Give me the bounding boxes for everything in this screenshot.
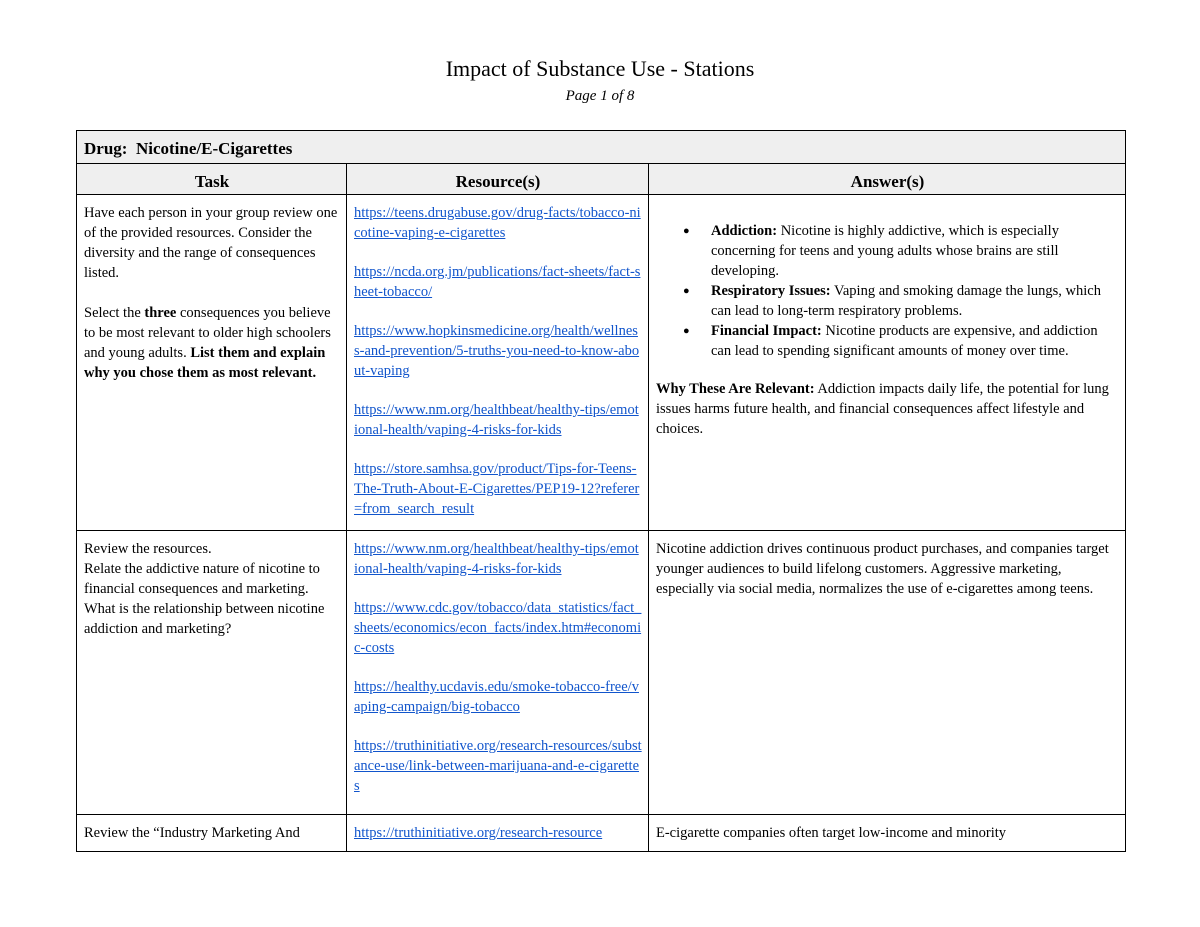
task-cell xyxy=(77,815,347,852)
resource-link[interactable]: https://truthinitiative.org/research-resources/substance-use/link-between-marijuana-and-e-cigarettes xyxy=(354,738,642,794)
task-text-part: consequences you believe to be most relevant to older high schoolers and young adults. xyxy=(84,305,331,361)
stations-table xyxy=(76,130,1126,852)
task-instruction xyxy=(84,303,340,383)
answers-cell xyxy=(649,815,1126,852)
resources-cell xyxy=(347,815,649,852)
relevance-text: Addiction impacts daily life, the potential for lung issues harms future health, and financial consequences affect lifestyle and choices. xyxy=(656,381,1109,437)
resources-cell xyxy=(347,195,649,531)
list-item xyxy=(711,321,1119,361)
drug-header-row xyxy=(77,131,1126,164)
resources-cell xyxy=(347,531,649,815)
answer-text: E-cigarette companies often target low-income and minority xyxy=(656,825,1007,841)
task-text: Review the resources. xyxy=(84,541,212,557)
task-text: Review the “Industry Marketing And xyxy=(84,825,300,841)
task-emphasis: List them and explain why you chose them as most relevant. xyxy=(84,345,326,381)
answers-cell xyxy=(649,531,1126,815)
header-resources: Resource(s) xyxy=(347,164,649,195)
header-task: Task xyxy=(77,164,347,195)
answer-text: Nicotine addiction drives continuous product purchases, and companies target younger audiences to build lifelong customers. Aggressive marketing, especially via social media, normalizes the use of e-cigarettes among teens. xyxy=(656,541,1109,597)
answer-text: Nicotine is highly addictive, which is especially concerning for teens and young adults whose brains are still developing. xyxy=(711,223,1059,279)
relevance-label: Why These Are Relevant: xyxy=(656,381,815,397)
answer-label: Addiction: xyxy=(711,223,778,239)
table-row xyxy=(77,531,1126,815)
task-cell xyxy=(77,195,347,531)
resource-link[interactable]: https://store.samhsa.gov/product/Tips-for-Teens-The-Truth-About-E-Cigarettes/PEP19-12?referer=from_search_result xyxy=(354,461,640,517)
resource-link[interactable]: https://www.hopkinsmedicine.org/health/wellness-and-prevention/5-truths-you-need-to-know-about-vaping xyxy=(354,323,640,379)
task-emphasis: three xyxy=(144,305,177,321)
drug-label: Drug: xyxy=(84,139,128,158)
answer-text: Vaping and smoking damage the lungs, which can lead to long-term respiratory problems. xyxy=(711,283,1101,319)
resource-link[interactable]: https://ncda.org.jm/publications/fact-sheets/fact-sheet-tobacco/ xyxy=(354,264,641,300)
column-header-row xyxy=(77,164,1126,195)
resource-link[interactable]: https://truthinitiative.org/research-resource xyxy=(354,825,603,841)
answer-label: Financial Impact: xyxy=(711,323,822,339)
table-row xyxy=(77,195,1126,531)
table-row xyxy=(77,815,1126,852)
drug-name: Nicotine/E-Cigarettes xyxy=(135,139,293,158)
answers-cell xyxy=(649,195,1126,531)
task-cell xyxy=(77,531,347,815)
task-text: Relate the addictive nature of nicotine to financial consequences and marketing. What is the relationship between nicotine addiction and marketing? xyxy=(84,561,325,637)
resource-link[interactable]: https://healthy.ucdavis.edu/smoke-tobacco-free/vaping-campaign/big-tobacco xyxy=(354,679,639,715)
document-title: Impact of Substance Use - Stations xyxy=(445,56,755,81)
header-answers: Answer(s) xyxy=(649,164,1126,195)
drug-cell xyxy=(77,131,1126,164)
answer-text: Nicotine products are expensive, and addiction can lead to spending significant amounts of money over time. xyxy=(711,323,1098,359)
page-indicator: Page 1 of 8 xyxy=(565,88,635,104)
relevance-paragraph xyxy=(656,379,1119,439)
resource-link[interactable]: https://www.cdc.gov/tobacco/data_statistics/fact_sheets/economics/econ_facts/index.htm#economic-costs xyxy=(354,600,642,656)
list-item xyxy=(711,281,1119,321)
resource-link[interactable]: https://www.nm.org/healthbeat/healthy-tips/emotional-health/vaping-4-risks-for-kids xyxy=(354,541,639,577)
task-text: Have each person in your group review one of the provided resources. Consider the diversity and the range of consequences listed. xyxy=(84,205,338,281)
answer-label: Respiratory Issues: xyxy=(711,283,831,299)
resource-link[interactable]: https://teens.drugabuse.gov/drug-facts/tobacco-nicotine-vaping-e-cigarettes xyxy=(354,205,641,241)
task-text-part: Select the xyxy=(84,305,145,321)
list-item xyxy=(711,221,1119,281)
resource-link[interactable]: https://www.nm.org/healthbeat/healthy-tips/emotional-health/vaping-4-risks-for-kids xyxy=(354,402,639,438)
answer-list xyxy=(656,221,1119,361)
